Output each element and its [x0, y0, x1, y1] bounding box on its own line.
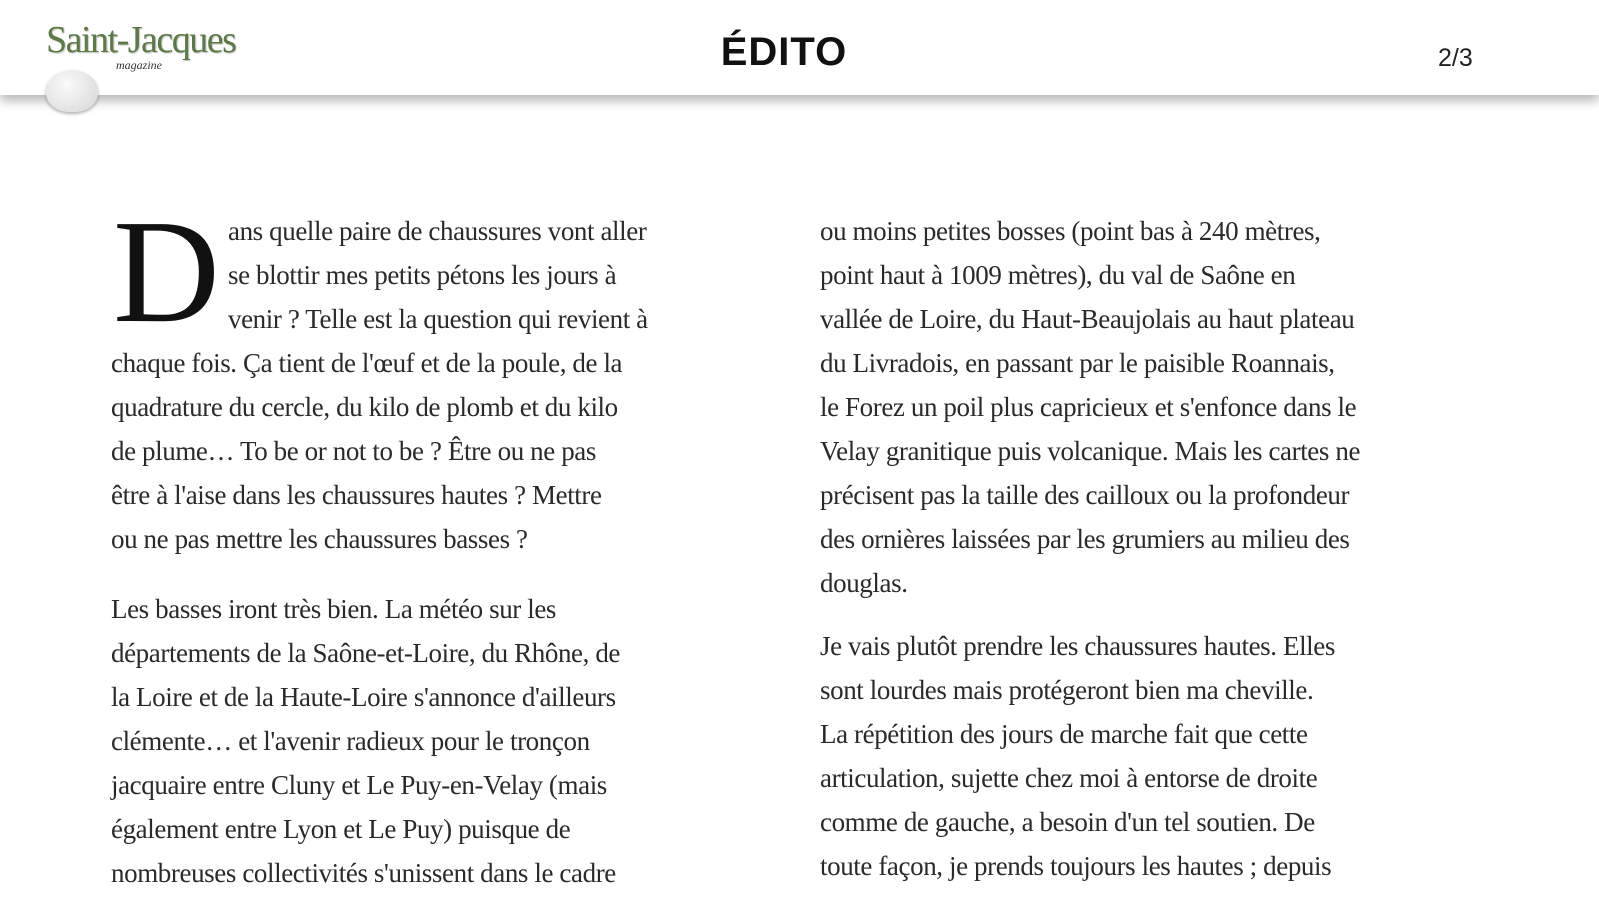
text-line: La répétition des jours de marche fait que cette	[820, 719, 1308, 749]
text-line: vallée de Loire, du Haut-Beaujolais au haut plateau	[820, 304, 1355, 334]
scallop-shell-icon[interactable]	[46, 70, 98, 112]
text-line: nombreuses collectivités s'unissent dans le cadre	[111, 858, 616, 888]
text-line: ou ne pas mettre les chaussures basses ?	[111, 524, 528, 554]
page-indicator: 2/3	[1438, 44, 1473, 72]
text-line: sont lourdes mais protégeront bien ma cheville.	[820, 675, 1314, 705]
left-column-paragraph-2	[111, 587, 620, 895]
text-line: quadrature du cercle, du kilo de plomb et du kilo	[111, 392, 618, 422]
text-line: le Forez un poil plus capricieux et s'enfonce dans le	[820, 392, 1357, 422]
text-line: ou moins petites bosses (point bas à 240 mètres,	[820, 216, 1321, 246]
left-column-paragraph-1	[111, 209, 648, 561]
text-line: jacquaire entre Cluny et Le Puy-en-Velay (mais	[111, 770, 607, 800]
magazine-logo[interactable]: Saint-Jacques	[46, 19, 236, 61]
text-line: toute façon, je prends toujours les hautes ; depuis	[820, 851, 1332, 881]
right-column-paragraph-1	[820, 209, 1360, 605]
text-line: point haut à 1009 mètres), du val de Saône en	[820, 260, 1296, 290]
right-column-paragraph-2	[820, 624, 1335, 888]
section-title: ÉDITO	[720, 30, 848, 74]
text-line: précisent pas la taille des cailloux ou la profondeur	[820, 480, 1350, 510]
text-line: du Livradois, en passant par le paisible Roannais,	[820, 348, 1335, 378]
text-line: être à l'aise dans les chaussures hautes ? Mettre	[111, 480, 602, 510]
text-line: des ornières laissées par les grumiers au milieu des	[820, 524, 1350, 554]
text-line: Velay granitique puis volcanique. Mais les cartes ne	[820, 436, 1361, 466]
text-line: Je vais plutôt prendre les chaussures hautes. Elles	[820, 631, 1335, 661]
drop-cap: D	[113, 190, 220, 354]
text-line: comme de gauche, a besoin d'un tel soutien. De	[820, 807, 1315, 837]
text-line: chaque fois. Ça tient de l'œuf et de la poule, de la	[111, 348, 623, 378]
header-bar	[0, 0, 1599, 95]
text-line: clémente… et l'avenir radieux pour le tronçon	[111, 726, 590, 756]
text-line: se blottir mes petits pétons les jours à	[228, 260, 617, 290]
text-line: venir ? Telle est la question qui revient à	[228, 304, 648, 334]
text-line: la Loire et de la Haute-Loire s'annonce d'ailleurs	[111, 682, 616, 712]
text-line: douglas.	[820, 568, 908, 598]
text-line: départements de la Saône-et-Loire, du Rhône, de	[111, 638, 621, 668]
logo-subtitle: magazine	[116, 58, 162, 72]
text-line: ans quelle paire de chaussures vont aller	[228, 216, 647, 246]
text-line: également entre Lyon et Le Puy) puisque de	[111, 814, 571, 844]
text-line: de plume… To be or not to be ? Être ou ne pas	[111, 436, 596, 466]
text-line: Les basses iront très bien. La météo sur les	[111, 594, 557, 624]
text-line: articulation, sujette chez moi à entorse de droite	[820, 763, 1318, 793]
